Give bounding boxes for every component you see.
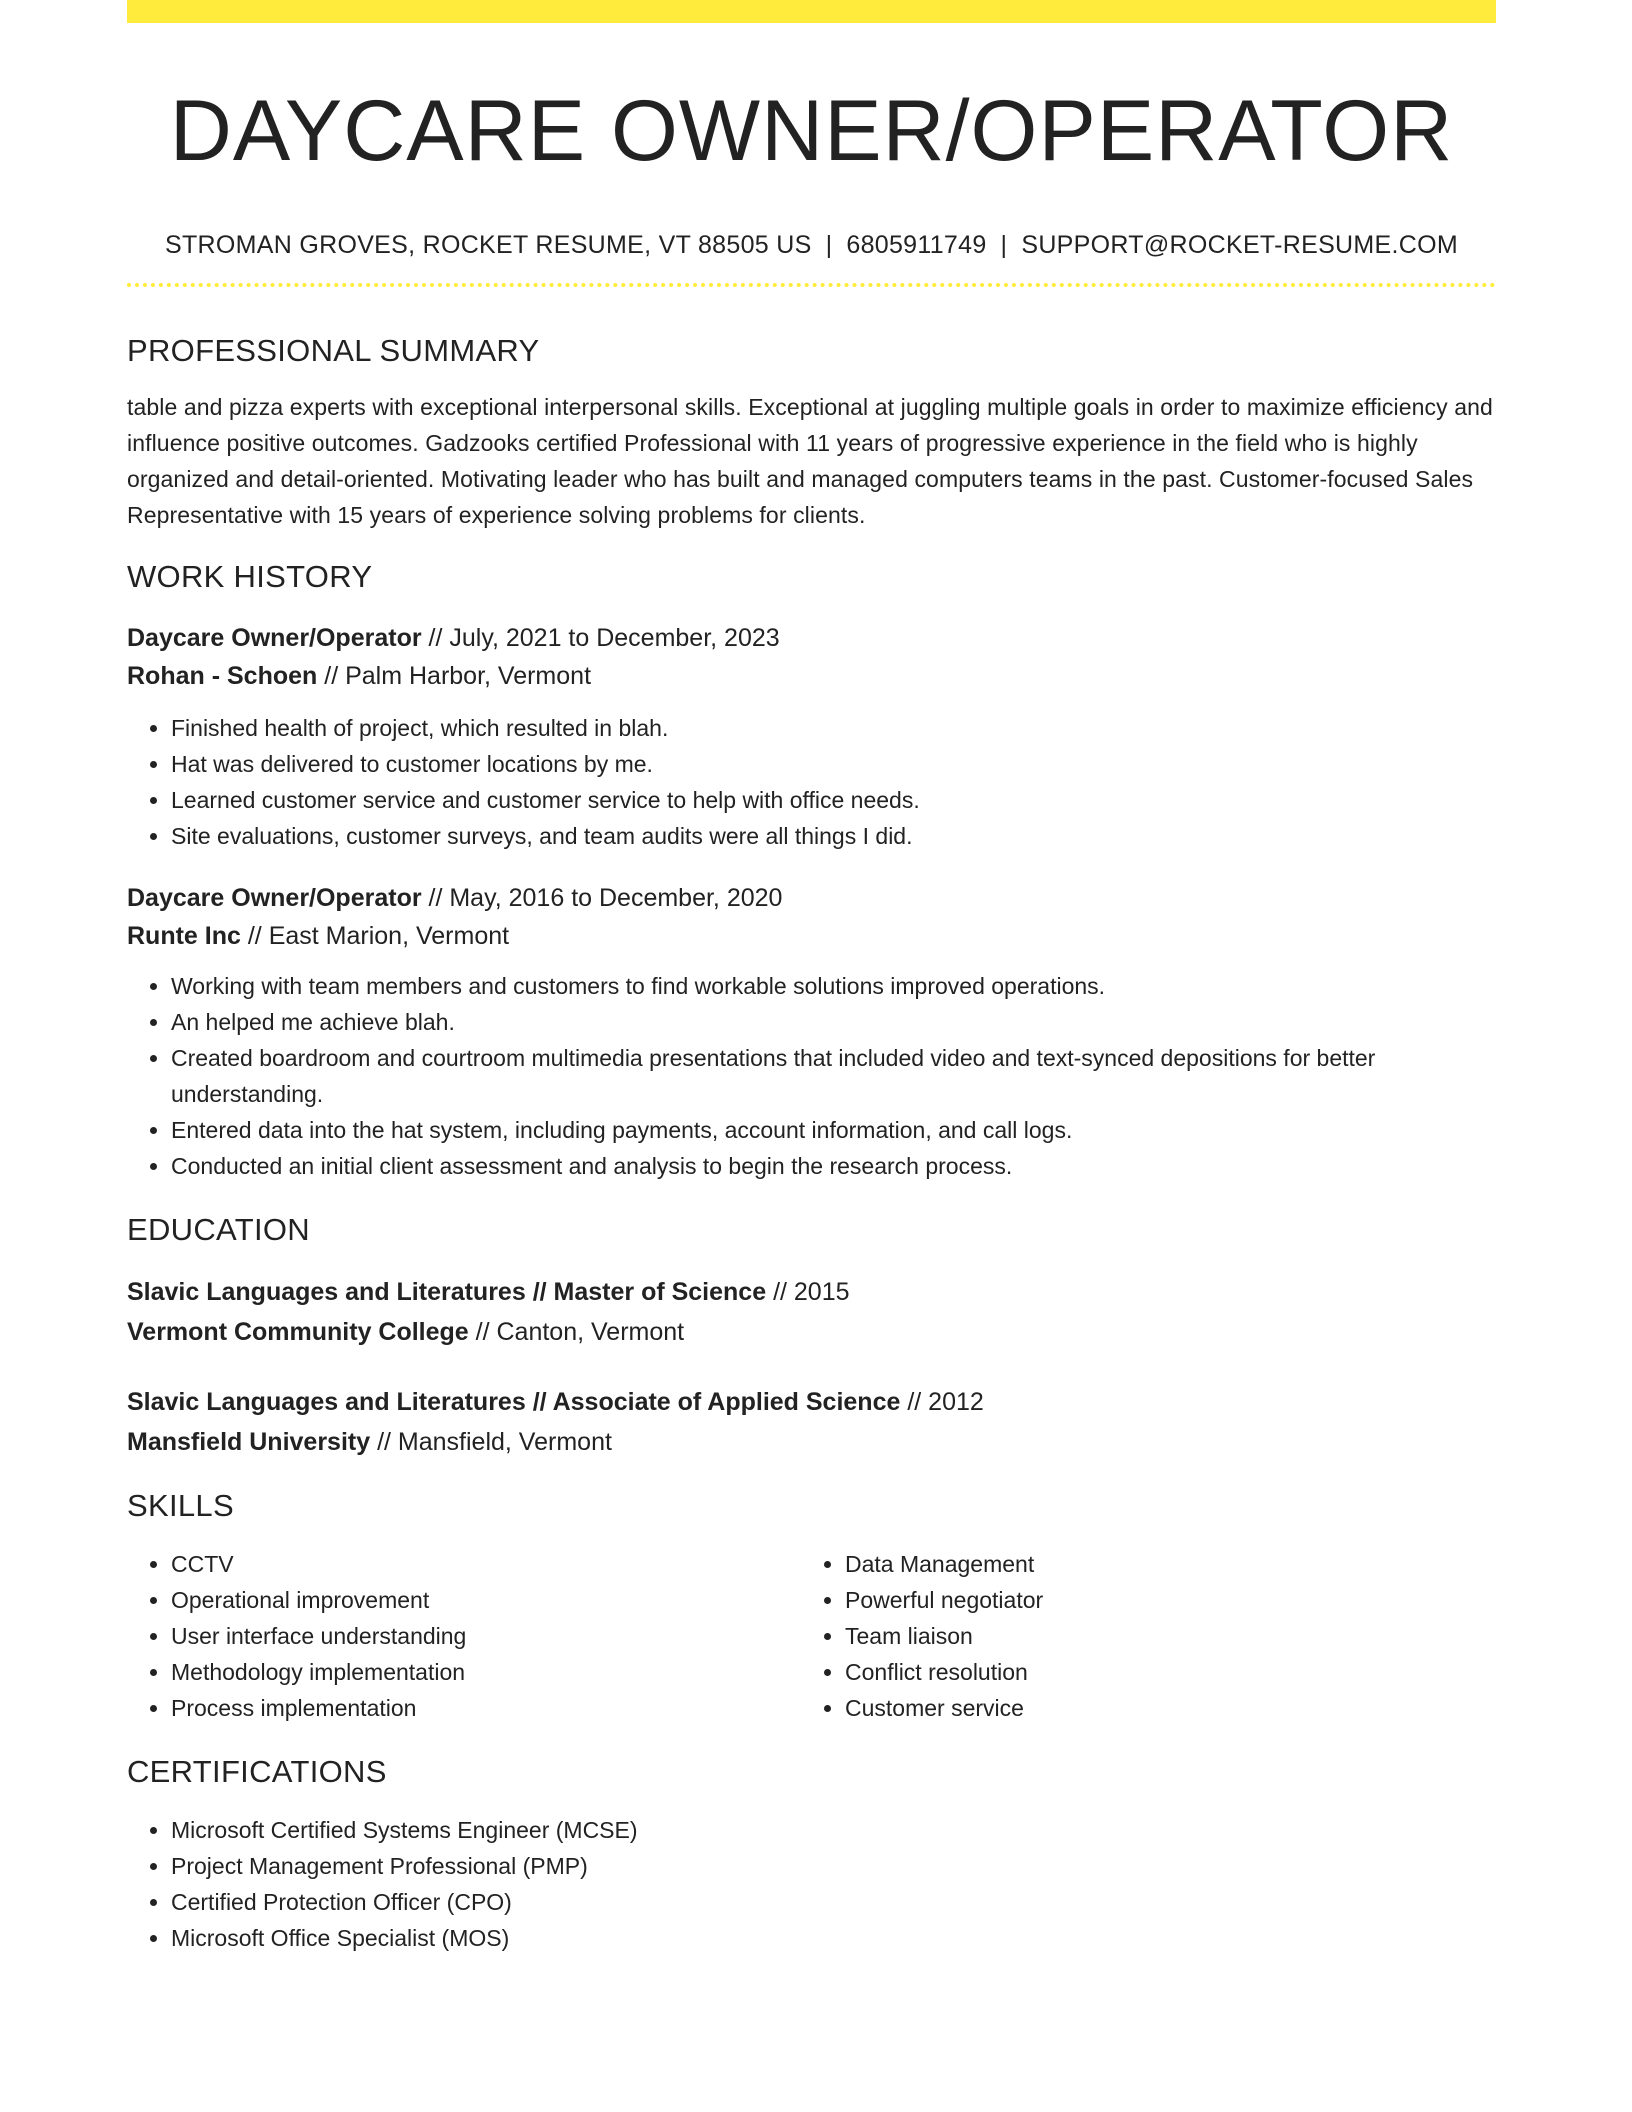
- certifications-heading: CERTIFICATIONS: [127, 1754, 387, 1789]
- skills-column-right: [801, 1546, 1475, 1726]
- skills-list: [801, 1546, 1475, 1726]
- work-history-heading: WORK HISTORY: [127, 559, 373, 594]
- resume-page: [127, 0, 1496, 1956]
- job-title-line: [127, 619, 1496, 657]
- dotted-divider: [127, 283, 1496, 287]
- education-year: // 2012: [900, 1388, 984, 1416]
- job-entry: [127, 619, 1496, 854]
- education-entry: [127, 1382, 1496, 1462]
- job-company-line: [127, 657, 1496, 695]
- certification-item: • Project Management Professional (PMP): [171, 1848, 1496, 1884]
- education-degree: Slavic Languages and Literatures // Master of Science: [127, 1278, 767, 1306]
- accent-top-bar: [127, 0, 1496, 23]
- summary-heading: PROFESSIONAL SUMMARY: [127, 333, 540, 368]
- skill-item: • Customer service: [845, 1690, 1475, 1726]
- skill-item: • Data Management: [845, 1546, 1475, 1582]
- job-bullet: • Working with team members and customers to find workable solutions improved operations.: [171, 968, 1496, 1004]
- job-bullet: • Learned customer service and customer service to help with office needs.: [171, 782, 1496, 818]
- job-bullet: • An helped me achieve blah.: [171, 1004, 1496, 1040]
- skill-item: • Conflict resolution: [845, 1654, 1475, 1690]
- education-degree: Slavic Languages and Literatures // Associate of Applied Science: [127, 1388, 901, 1416]
- skills-columns: [127, 1546, 1496, 1726]
- skill-item: • CCTV: [171, 1546, 801, 1582]
- job-dates: // July, 2021 to December, 2023: [421, 624, 780, 652]
- skill-item: • Methodology implementation: [171, 1654, 801, 1690]
- contact-separator: |: [825, 231, 833, 259]
- certifications-list: [127, 1812, 1496, 1956]
- job-bullet: • Created boardroom and courtroom multimedia presentations that included video and text-synced depositions for better understanding.: [171, 1040, 1496, 1112]
- certification-item: • Certified Protection Officer (CPO): [171, 1884, 1496, 1920]
- job-company-line: [127, 917, 1496, 955]
- contact-email: SUPPORT@ROCKET-RESUME.COM: [1021, 231, 1458, 259]
- contact-line: [127, 229, 1496, 261]
- job-bullet: • Hat was delivered to customer locations by me.: [171, 746, 1496, 782]
- job-position: Daycare Owner/Operator: [127, 884, 422, 912]
- skills-column-left: [127, 1546, 801, 1726]
- education-degree-line: [127, 1382, 1496, 1422]
- contact-separator: |: [1000, 231, 1008, 259]
- job-bullets: [127, 968, 1496, 1184]
- job-bullet: • Site evaluations, customer surveys, and team audits were all things I did.: [171, 818, 1496, 854]
- skill-item: • Process implementation: [171, 1690, 801, 1726]
- job-position: Daycare Owner/Operator: [127, 624, 422, 652]
- job-bullets: [127, 710, 1496, 854]
- education-location: // Canton, Vermont: [468, 1318, 685, 1346]
- job-entry: [127, 879, 1496, 1184]
- education-entry: [127, 1272, 1496, 1352]
- education-location: // Mansfield, Vermont: [370, 1428, 612, 1456]
- contact-phone: 6805911749: [846, 231, 987, 259]
- job-title-line: [127, 879, 1496, 917]
- education-school-line: [127, 1422, 1496, 1462]
- contact-address: STROMAN GROVES, ROCKET RESUME, VT 88505 US: [165, 231, 812, 259]
- education-school-line: [127, 1312, 1496, 1352]
- education-degree-line: [127, 1272, 1496, 1312]
- skill-item: • Operational improvement: [171, 1582, 801, 1618]
- certification-item: • Microsoft Certified Systems Engineer (MCSE): [171, 1812, 1496, 1848]
- summary-text: table and pizza experts with exceptional interpersonal skills. Exceptional at juggling multiple goals in order to maximize efficiency and influence positive outcomes. Gadzooks certified Professional with 11 years of progressive experience in the field who is highly organized and detail-oriented. Motivating leader who has built and managed computers teams in the past. Customer-focused Sales Representative with 15 years of experience solving problems for clients.: [127, 394, 1493, 528]
- job-location: // East Marion, Vermont: [240, 922, 510, 950]
- job-dates: // May, 2016 to December, 2020: [421, 884, 783, 912]
- certification-item: • Microsoft Office Specialist (MOS): [171, 1920, 1496, 1956]
- job-bullet: • Finished health of project, which resulted in blah.: [171, 710, 1496, 746]
- job-location: // Palm Harbor, Vermont: [317, 662, 592, 690]
- skills-list: [127, 1546, 801, 1726]
- job-company: Rohan - Schoen: [127, 662, 318, 690]
- job-company: Runte Inc: [127, 922, 241, 950]
- job-bullet: • Conducted an initial client assessment and analysis to begin the research process.: [171, 1148, 1496, 1184]
- job-bullet: • Entered data into the hat system, including payments, account information, and call logs.: [171, 1112, 1496, 1148]
- skill-item: • Team liaison: [845, 1618, 1475, 1654]
- education-heading: EDUCATION: [127, 1212, 310, 1247]
- skills-heading: SKILLS: [127, 1488, 234, 1523]
- education-school: Mansfield University: [127, 1428, 371, 1456]
- skill-item: • Powerful negotiator: [845, 1582, 1475, 1618]
- education-year: // 2015: [766, 1278, 850, 1306]
- skill-item: • User interface understanding: [171, 1618, 801, 1654]
- resume-title: DAYCARE OWNER/OPERATOR: [169, 83, 1454, 179]
- education-school: Vermont Community College: [127, 1318, 469, 1346]
